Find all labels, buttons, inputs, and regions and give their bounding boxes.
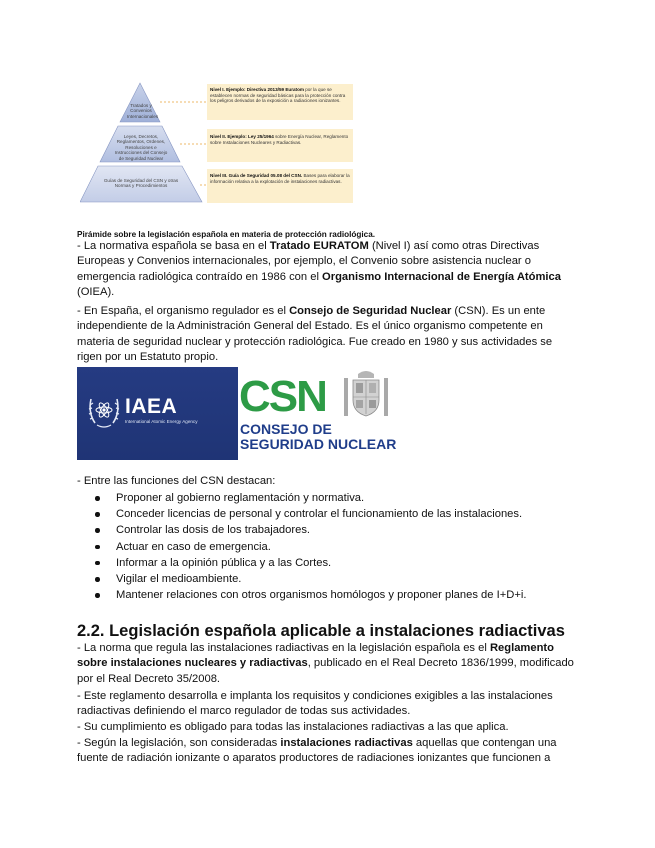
csn-functions-list	[77, 490, 526, 603]
csn-name-line-1: CONSEJO DE	[240, 421, 332, 437]
level-1-title: Nivel I. Ejemplo: Directiva 2013/59 Euratom	[210, 87, 304, 92]
paragraph-cumplimiento: - Su cumplimiento es obligado para todas las instalaciones radiactivas a las que aplica.	[77, 721, 509, 733]
p1-e: (OIEA).	[77, 285, 115, 298]
level-1-text: por la que se establecen normas de seguridad básicas para la protección contra los peligros derivados de la exposición a radiaciones ionizantes.	[210, 87, 346, 104]
p2-c: (CSN). Es un ente independiente de la Administración General del Estado. Es el único organismo competente en materia de seguridad nuclear y protección radiológica. Fue creado en 1980 y sus actividades se rigen por un Estatuto propio.	[77, 305, 553, 363]
paragraph-csn	[77, 304, 577, 365]
p1-c: (Nivel I) así como otras Directivas Europeas y Convenios internacionales, por ejemplo, el Convenio sobre asistencia nuclear o emergencia radiológica contraído en 1986 con el	[77, 240, 540, 283]
iaea-subtitle: International Atomic Energy Agency	[125, 419, 198, 424]
level-2-title: Nivel II. Ejemplo: Ley 25/1964	[210, 134, 274, 139]
paragraph-reglamento	[77, 641, 577, 687]
pyramid-tier-3-label: Guías de Seguridad del CSN y otras Normas y Procedimientos	[103, 178, 179, 189]
p2-b: Consejo de Seguridad Nuclear	[289, 305, 452, 317]
level-2-description	[210, 134, 350, 145]
functions-intro: - Entre las funciones del CSN destacan:	[77, 475, 276, 487]
list-item: Vigilar el medioambiente.	[77, 571, 526, 587]
pyramid-tier-2-label: Leyes, Decretos, Reglamentos, Ordenes, Resoluciones e Instrucciones del Consejo de Seguridad Nuclear	[114, 134, 168, 161]
legislation-pyramid-figure	[80, 82, 355, 210]
paragraph-definicion	[77, 736, 577, 767]
iaea-name: IAEA	[125, 395, 178, 418]
level-3-description	[210, 173, 350, 184]
list-item: Conceder licencias de personal y controlar el funcionamiento de las instalaciones.	[77, 506, 526, 522]
paragraph-reglamento-desarrolla: - Este reglamento desarrolla e implanta los requisitos y condiciones exigibles a las instalaciones radiactivas definiendo el marco regulador de todas sus actividades.	[77, 690, 553, 718]
p6-c: aquellas que contengan una fuente de radiación ionizante o aparatos productores de radiaciones ionizantes que funcionen a	[77, 737, 557, 765]
p2-a: - En España, el organismo regulador es el	[77, 305, 290, 317]
csn-logo	[238, 367, 398, 460]
p6-b: instalaciones radiactivas	[280, 737, 413, 749]
paragraph-euratom	[77, 239, 577, 300]
list-item: Controlar las dosis de los trabajadores.	[77, 522, 526, 538]
spain-coat-of-arms-icon	[344, 370, 388, 420]
csn-name-line-2: SEGURIDAD NUCLEAR	[240, 436, 397, 452]
figure-caption: Pirámide sobre la legislación española en materia de protección radiológica.	[77, 230, 376, 239]
section-heading: 2.2. Legislación española aplicable a instalaciones radiactivas	[77, 622, 565, 640]
list-item: Actuar en caso de emergencia.	[77, 539, 526, 555]
p1-a: - La normativa española se basa en el	[77, 240, 270, 252]
p3-c: , publicado en el Real Decreto 1836/1999, modificado por el Real Decreto 35/2008.	[77, 657, 574, 685]
list-item: Mantener relaciones con otros organismos homólogos y proponer planes de I+D+i.	[77, 587, 526, 603]
iaea-logo	[77, 367, 238, 460]
p3-a: - La norma que regula las instalaciones radiactivas en la legislación española es el	[77, 642, 490, 654]
list-item: Proponer al gobierno reglamentación y normativa.	[77, 490, 526, 506]
iaea-emblem-icon	[87, 391, 121, 431]
p3-b: Reglamento sobre instalaciones nucleares y radiactivas	[77, 642, 554, 670]
level-3-text: Bases para elaborar la información relativa a la explotación de instalaciones radiactivas.	[210, 173, 350, 184]
level-2-text: sobre Energía Nuclear, Reglamento sobre Instalaciones Nucleares y Radiactivas.	[210, 134, 349, 145]
pyramid-tier-1-label: Tratados y Convenios Internacionales	[127, 103, 159, 119]
p1-b: Tratado EURATOM	[269, 240, 369, 252]
level-1-description	[210, 87, 350, 104]
csn-abbreviation: CSN	[239, 372, 326, 421]
p6-a: - Según la legislación, son consideradas	[77, 737, 281, 749]
level-3-title: Nivel III. Guía de Seguridad 05.08 del CSN.	[210, 173, 303, 178]
p1-d: Organismo Internacional de Energía Atómica	[322, 270, 561, 283]
list-item: Informar a la opinión pública y a las Cortes.	[77, 555, 526, 571]
